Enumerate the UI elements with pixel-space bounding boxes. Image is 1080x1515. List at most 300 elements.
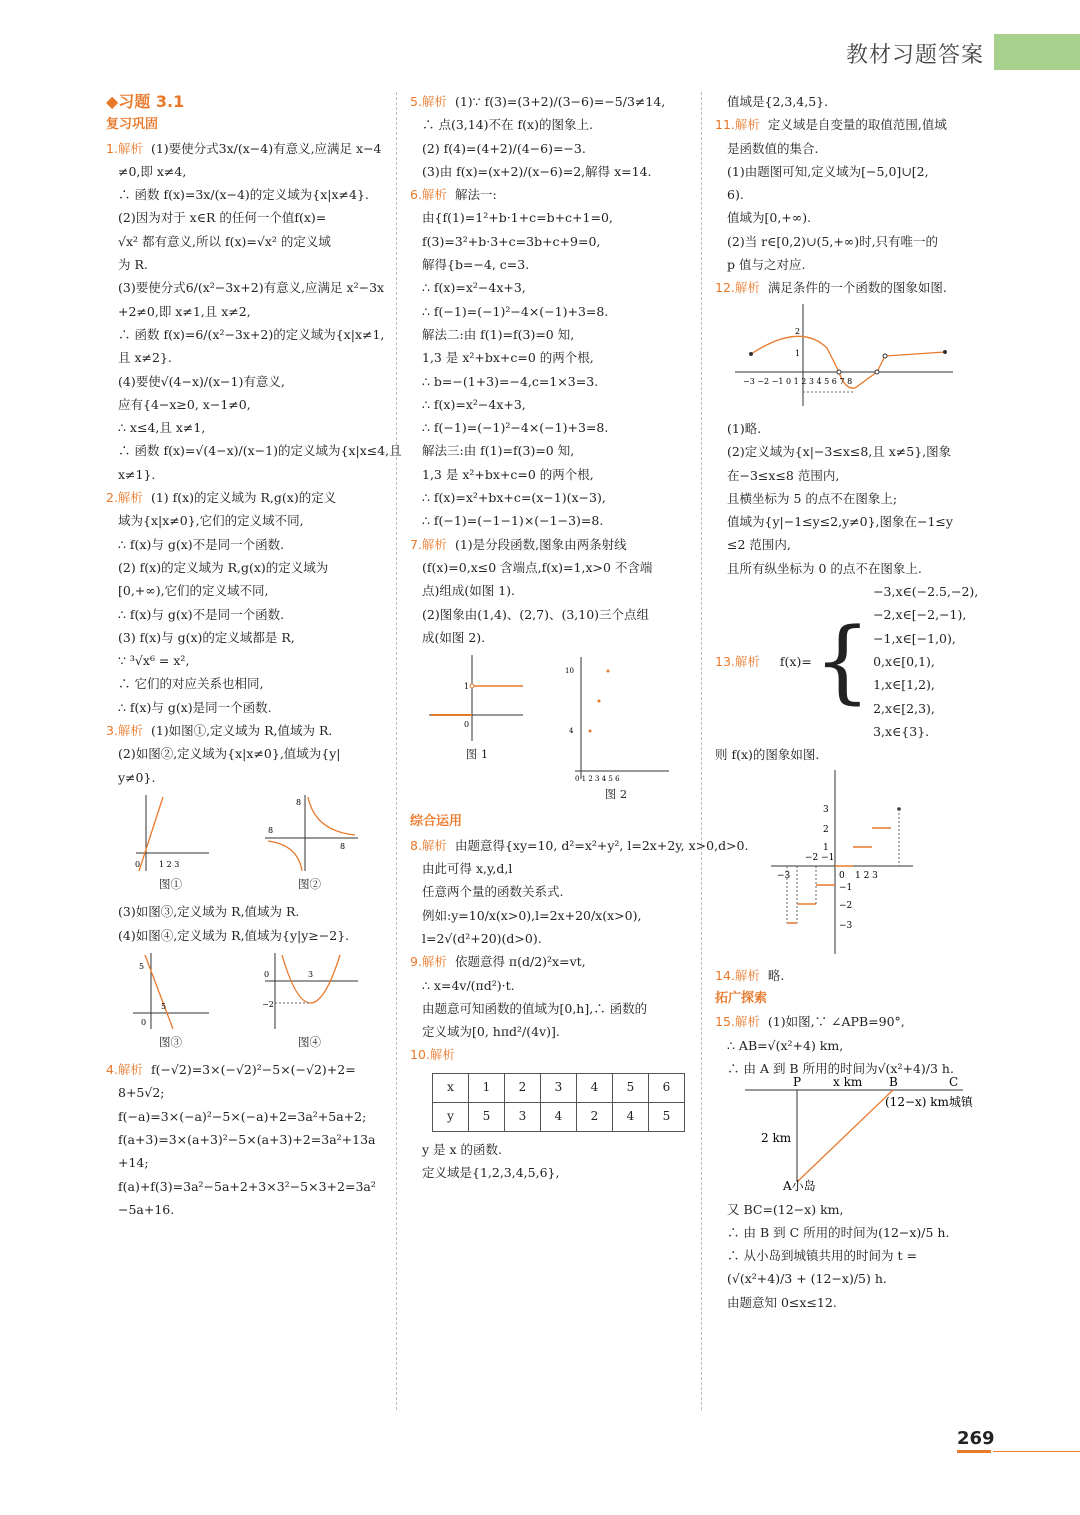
answer-line xyxy=(106,160,384,183)
line-text: √x² 都有意义,所以 f(x)=√x² 的定义域 xyxy=(118,233,331,249)
graph-q7-fig2 xyxy=(561,653,671,783)
answer-line xyxy=(106,416,384,439)
line-text: f(3)=3²+b·3+c=3b+c+9=0, xyxy=(422,233,601,249)
line-text: ∴ f(−1)=(−1−1)×(−1−3)=8. xyxy=(422,513,604,529)
column-1 xyxy=(106,90,402,1221)
svg-text:5: 5 xyxy=(160,1001,166,1011)
answer-line xyxy=(715,510,995,533)
table-cell: 6 xyxy=(649,1073,685,1102)
line-text: (1)由题图可知,定义域为[−5,0]∪[2, xyxy=(727,163,929,179)
answer-line xyxy=(410,997,688,1020)
line-text: 由题意知 0≤x≤12. xyxy=(727,1294,837,1310)
line-text: 由题意得{xy=10, d²=x²+y², l=2x+2y, x>0,d>0. xyxy=(454,837,749,853)
answer-line xyxy=(715,1010,995,1033)
line-text: ≠0,即 x≠4, xyxy=(118,163,187,179)
answer-line xyxy=(410,323,688,346)
answer-line xyxy=(106,486,384,509)
line-text: (√(x²+4)/3 + (12−x)/5) h. xyxy=(727,1271,887,1287)
caption: 图 2 xyxy=(604,787,628,802)
line-text: 定义域是自变量的取值范围,值域 xyxy=(767,117,947,133)
label-xkm: x km xyxy=(833,1075,863,1090)
answer-line xyxy=(410,880,688,903)
question-label: 14.解析 xyxy=(715,967,760,983)
svg-text:−3 −2 −1 0 1 2 3 4 5 6: −3 −2 −1 0 1 2 3 4 5 6 7 8 xyxy=(743,376,853,386)
line-text: +2≠0,即 x≠1,且 x≠2, xyxy=(118,303,251,319)
line-text: 在−3≤x≤8 范围内, xyxy=(727,467,840,483)
question-label: 12.解析 xyxy=(715,280,760,296)
answer-line xyxy=(410,416,688,439)
line-text: (1)如图①,定义域为 R,值域为 R. xyxy=(150,723,333,739)
answer-line xyxy=(410,370,688,393)
svg-text:8: 8 xyxy=(339,841,345,851)
question-label: 3.解析 xyxy=(106,723,143,739)
line-text: (2) f(4)=(4+2)/(4−6)=−3. xyxy=(422,140,586,156)
line-text: 且 x≠2}. xyxy=(118,350,172,366)
table-cell: 2 xyxy=(505,1073,541,1102)
exercise-title: ◆习题 3.1 xyxy=(106,92,185,111)
answer-line xyxy=(106,137,384,160)
answer-line xyxy=(410,974,688,997)
table-cell: 3 xyxy=(505,1102,541,1131)
question-label: 11.解析 xyxy=(715,117,760,133)
line-text: (4)要使√(4−x)/(x−1)有意义, xyxy=(118,373,285,389)
answer-line xyxy=(410,160,688,183)
answer-line xyxy=(715,1198,995,1221)
line-text: ∴ f(x)与 g(x)不是同一个函数. xyxy=(118,606,285,622)
line-text: ∴ f(x)与 g(x)不是同一个函数. xyxy=(118,536,285,552)
answer-line xyxy=(410,950,688,973)
answer-line xyxy=(715,487,995,510)
svg-text:8: 8 xyxy=(295,797,301,807)
line-text: x≠1}. xyxy=(118,466,156,482)
line-text: 值域是{2,3,4,5}. xyxy=(727,94,829,109)
svg-text:0 1 2 3 4 5 6: 0 1 2 3 4 5 6 xyxy=(575,775,620,784)
caption: 图① xyxy=(159,876,182,891)
line-text: (2) f(x)的定义域为 R,g(x)的定义域为 xyxy=(118,559,329,575)
answer-line xyxy=(106,924,384,947)
answer-line xyxy=(715,113,995,136)
header-accent-bar xyxy=(994,34,1080,70)
answer-line xyxy=(106,276,384,299)
line-text: ∴ f(x)=x²−4x+3, xyxy=(422,280,526,296)
question-label: 8.解析 xyxy=(410,837,447,853)
svg-text:4: 4 xyxy=(569,727,574,736)
answer-line xyxy=(106,393,384,416)
line-text: 由题意可知函数的值域为[0,h],∴ 函数的 xyxy=(422,1000,648,1016)
line-text: 定义域是{1,2,3,4,5,6}, xyxy=(422,1164,560,1180)
answer-line xyxy=(106,603,384,626)
answer-line xyxy=(106,206,384,229)
q13-case: 2,x∈[2,3), xyxy=(873,700,935,716)
answer-line xyxy=(106,672,384,695)
table-cell: 4 xyxy=(541,1102,577,1131)
figure-q7 xyxy=(410,653,688,806)
answer-line xyxy=(410,509,688,532)
svg-text:1: 1 xyxy=(823,843,829,854)
line-text: 任意两个量的函数关系式. xyxy=(422,884,564,900)
line-text: (2)如图②,定义域为{x|x≠0},值域为{y| xyxy=(118,746,341,762)
svg-text:0: 0 xyxy=(464,720,470,730)
question-label: 4.解析 xyxy=(106,1062,143,1078)
page-number: 269 xyxy=(957,1428,995,1449)
answer-line xyxy=(106,719,384,742)
question-label: 1.解析 xyxy=(106,140,143,156)
caption: 图③ xyxy=(159,1034,182,1049)
label-C: C xyxy=(949,1075,959,1090)
table-cell: 4 xyxy=(613,1102,649,1131)
figure-q15 xyxy=(715,1075,973,1194)
svg-text:0: 0 xyxy=(140,1017,146,1027)
table-cell: 5 xyxy=(469,1102,505,1131)
line-text: (3)要使分式6/(x²−3x+2)有意义,应满足 x²−3x xyxy=(118,280,385,296)
answer-line xyxy=(410,183,688,206)
svg-text:1: 1 xyxy=(464,682,470,692)
line-text: 成(如图 2). xyxy=(422,629,486,645)
column-divider xyxy=(701,92,702,1410)
line-text: p 值与之对应. xyxy=(727,257,806,273)
q13-lhs: f(x)= xyxy=(779,653,812,669)
caption: 图④ xyxy=(298,1034,321,1049)
answer-line xyxy=(715,160,995,183)
answer-line xyxy=(410,626,688,649)
answer-line xyxy=(106,230,384,253)
answer-line xyxy=(715,964,995,987)
line-text: 且横坐标为 5 的点不在图象上; xyxy=(727,490,898,506)
line-text: (2)定义域为{x|−3≤x≤8,且 x≠5},图象 xyxy=(727,444,952,460)
answer-line xyxy=(410,1161,688,1184)
answer-line xyxy=(106,533,384,556)
line-text: ∴ b=−(1+3)=−4,c=1×3=3. xyxy=(422,373,599,389)
graph-4-parabola xyxy=(260,951,360,1031)
line-text: ∴ 函数 f(x)=√(4−x)/(x−1)的定义域为{x|x≤4,且 xyxy=(118,443,402,459)
line-text: 1,3 是 x²+bx+c=0 的两个根, xyxy=(422,350,594,366)
q13-case: −1,x∈[−1,0), xyxy=(873,630,956,646)
line-text: f(a+3)=3×(a+3)²−5×(a+3)+2=3a²+13a xyxy=(118,1131,376,1147)
question-label: 6.解析 xyxy=(410,187,447,203)
line-text: ∴ 函数 f(x)=6/(x²−3x+2)的定义域为{x|x≠1, xyxy=(118,326,385,342)
line-text: (3)由 f(x)=(x+2)/(x−6)=2,解得 x=14. xyxy=(422,163,652,179)
svg-text:−2 −1: −2 −1 xyxy=(805,853,835,864)
answer-line xyxy=(106,439,402,462)
line-text: ∴ f(x)=x²−4x+3, xyxy=(422,396,526,412)
line-text: 1,3 是 x²+bx+c=0 的两个根, xyxy=(422,466,594,482)
answer-line xyxy=(410,556,688,579)
svg-text:0: 0 xyxy=(134,859,140,869)
answer-line xyxy=(715,276,995,299)
line-text: f(−a)=3×(−a)²−5×(−a)+2=3a²+5a+2; xyxy=(118,1108,367,1124)
line-text: 为 R. xyxy=(118,257,148,273)
line-text: ∴ 由 B 到 C 所用的时间为(12−x)/5 h. xyxy=(727,1224,950,1240)
figure-1-2 xyxy=(106,793,384,896)
question-label: 10.解析 xyxy=(410,1047,455,1063)
line-text: ∴ f(x)=x²+bx+c=(x−1)(x−3), xyxy=(422,490,606,506)
answer-line xyxy=(410,603,688,626)
table-cell: 1 xyxy=(469,1073,505,1102)
line-text: 解法一: xyxy=(454,187,497,203)
line-text: 且所有纵坐标为 0 的点不在图象上. xyxy=(727,560,922,576)
line-text: y≠0}. xyxy=(118,769,156,785)
line-text: ∴ AB=√(x²+4) km, xyxy=(727,1037,844,1053)
answer-line xyxy=(410,533,688,556)
line-text: (1)∵ f(3)=(3+2)/(3−6)=−5/3≠14, xyxy=(454,94,666,109)
q13-case: 0,x∈[0,1), xyxy=(873,653,935,669)
line-text: ∴ f(−1)=(−1)²−4×(−1)+3=8. xyxy=(422,303,609,319)
line-text: 解法三:由 f(1)=f(3)=0 知, xyxy=(422,443,575,459)
table-cell: 5 xyxy=(649,1102,685,1131)
line-text: ∴ 点(3,14)不在 f(x)的图象上. xyxy=(422,117,593,133)
line-text: 域为{x|x≠0},它们的定义域不同, xyxy=(118,513,304,529)
svg-text:−1: −1 xyxy=(839,883,853,894)
answer-line xyxy=(106,696,384,719)
line-text: 8+5√2; xyxy=(118,1085,165,1101)
answer-line xyxy=(715,440,995,463)
table-cell: 4 xyxy=(577,1073,613,1102)
answer-line xyxy=(106,742,384,765)
svg-text:3: 3 xyxy=(307,969,313,979)
question-label: 15.解析 xyxy=(715,1014,760,1030)
graph-q12 xyxy=(715,300,955,410)
svg-text:5: 5 xyxy=(138,961,144,971)
answer-line xyxy=(715,464,995,487)
graph-3-line xyxy=(131,951,211,1031)
line-text: l=2√(d²+20)(d>0). xyxy=(422,930,542,946)
table-cell: y xyxy=(433,1102,469,1131)
answer-line xyxy=(410,253,688,276)
label-A: A小岛 xyxy=(783,1179,816,1194)
q13-after: 则 f(x)的图象如图. xyxy=(715,747,820,763)
question-label: 5.解析 xyxy=(410,94,447,109)
line-text: (2)因为对于 x∈R 的任何一个值f(x)= xyxy=(118,210,327,226)
answer-line xyxy=(715,1034,995,1057)
graph-1-line xyxy=(131,793,211,873)
answer-line xyxy=(106,626,384,649)
answer-line xyxy=(410,439,688,462)
answer-line xyxy=(410,300,688,323)
svg-text:0: 0 xyxy=(839,871,845,882)
answer-line xyxy=(715,417,995,440)
label-B: B xyxy=(889,1075,898,1090)
answer-line xyxy=(106,323,384,346)
line-text: f(−√2)=3×(−√2)²−5×(−√2)+2= xyxy=(150,1062,356,1078)
answer-line xyxy=(106,649,384,672)
svg-text:2: 2 xyxy=(795,326,801,336)
figure-3-4 xyxy=(106,951,384,1054)
line-text: 又 BC=(12−x) km, xyxy=(727,1201,844,1217)
answer-line xyxy=(410,1043,688,1066)
answer-line xyxy=(410,579,688,602)
table-cell: 2 xyxy=(577,1102,613,1131)
table-cell: x xyxy=(433,1073,469,1102)
line-text: (2)当 r∈[0,2)∪(5,+∞)时,只有唯一的 xyxy=(727,233,939,249)
svg-text:8: 8 xyxy=(267,825,273,835)
line-text: ∴ 从小岛到城镇共用的时间为 t = xyxy=(727,1248,917,1264)
q13-case: −2,x∈[−2,−1), xyxy=(873,607,967,623)
svg-text:−3: −3 xyxy=(777,871,791,882)
answer-line xyxy=(410,393,688,416)
line-text: (1)如图,∵ ∠APB=90°, xyxy=(767,1014,905,1030)
answer-line xyxy=(106,1128,384,1151)
label-P: P xyxy=(793,1075,802,1090)
line-text: 是函数值的集合. xyxy=(727,140,819,156)
answer-line xyxy=(715,557,995,580)
answer-line xyxy=(410,857,688,880)
column-3 xyxy=(715,90,995,1314)
line-text: 应有{4−x≥0, x−1≠0, xyxy=(118,396,251,412)
svg-text:1 2 3: 1 2 3 xyxy=(855,871,878,882)
line-text: (1)要使分式3x/(x−4)有意义,应满足 x−4 xyxy=(150,140,382,156)
answer-line xyxy=(715,90,995,113)
graph-q7-fig1 xyxy=(427,653,527,743)
answer-line xyxy=(715,1221,995,1244)
answer-line xyxy=(106,1081,384,1104)
svg-text:1 2 3: 1 2 3 xyxy=(158,859,179,869)
q13-label: 13.解析 xyxy=(715,653,760,669)
line-text: ∴ f(x)与 g(x)是同一个函数. xyxy=(118,699,272,715)
answer-line xyxy=(410,346,688,369)
graph-2-hyperbola xyxy=(260,793,360,873)
svg-text:2: 2 xyxy=(823,825,829,836)
line-text: y 是 x 的函数. xyxy=(422,1141,503,1157)
answer-line xyxy=(410,927,688,950)
line-text: (1)是分段函数,图象由两条射线 xyxy=(454,536,627,552)
svg-text:0: 0 xyxy=(263,969,269,979)
question-label: 2.解析 xyxy=(106,490,143,506)
answer-line xyxy=(715,137,995,160)
question-label: 9.解析 xyxy=(410,954,447,970)
answer-line xyxy=(410,486,688,509)
svg-text:3: 3 xyxy=(823,805,829,816)
answer-line xyxy=(106,463,384,486)
table-cell: 3 xyxy=(541,1073,577,1102)
answer-line xyxy=(410,206,688,229)
answer-line xyxy=(106,1198,384,1221)
answer-line xyxy=(106,900,384,923)
page-number-line xyxy=(993,1451,1080,1452)
answer-line xyxy=(410,113,688,136)
line-text: 略. xyxy=(767,967,785,983)
svg-text:−3: −3 xyxy=(839,921,853,932)
answer-line xyxy=(106,1175,384,1198)
answer-line xyxy=(715,230,995,253)
line-text: ∴ 由 A 到 B 所用的时间为√(x²+4)/3 h. xyxy=(727,1060,954,1076)
line-text: +14; xyxy=(118,1155,149,1171)
q13-case: −3,x∈(−2.5,−2), xyxy=(873,584,979,600)
line-text: (3)如图③,定义域为 R,值域为 R. xyxy=(118,904,300,920)
line-text: −5a+16. xyxy=(118,1201,175,1217)
answer-line xyxy=(410,834,749,857)
label-bc: (12−x) km城镇 xyxy=(885,1095,973,1110)
caption: 图② xyxy=(298,876,321,891)
line-text: ∴ x≤4,且 x≠1, xyxy=(118,420,206,436)
answer-line xyxy=(410,1138,688,1161)
answer-line xyxy=(106,509,384,532)
line-text: 由此可得 x,y,d,l xyxy=(422,861,513,877)
svg-text:−2: −2 xyxy=(261,999,274,1009)
brace: { xyxy=(813,608,872,714)
q13-case: 1,x∈[1,2), xyxy=(873,677,935,693)
line-text: 依题意得 π(d/2)²x=vt, xyxy=(454,954,586,970)
answer-line xyxy=(106,370,384,393)
answer-line xyxy=(106,1058,384,1081)
answer-line xyxy=(106,1151,384,1174)
svg-text:1: 1 xyxy=(795,348,801,358)
line-text: (3) f(x)与 g(x)的定义域都是 R, xyxy=(118,629,295,645)
answer-line xyxy=(106,766,384,789)
line-text: (1) f(x)的定义域为 R,g(x)的定义 xyxy=(150,490,337,506)
line-text: 解法二:由 f(1)=f(3)=0 知, xyxy=(422,326,575,342)
line-text: (4)如图④,定义域为 R,值域为{y|y≥−2}. xyxy=(118,927,350,943)
line-text: 定义域为[0, hπd²/(4v)]. xyxy=(422,1024,560,1040)
label-2km: 2 km xyxy=(761,1131,792,1146)
line-text: 点)组成(如图 1). xyxy=(422,583,516,599)
answer-line xyxy=(715,183,995,206)
answer-line xyxy=(410,90,688,113)
line-text: ∴ x=4v/(πd²)·t. xyxy=(422,977,515,993)
line-text: 由{f(1)=1²+b·1+c=b+c+1=0, xyxy=(422,210,613,226)
line-text: (f(x)=0,x≤0 含端点,f(x)=1,x>0 不含端 xyxy=(422,559,653,575)
q10-table xyxy=(432,1073,685,1132)
line-text: ∴ 函数 f(x)=3x/(x−4)的定义域为{x|x≠4}. xyxy=(118,187,369,203)
line-text: 值域为[0,+∞). xyxy=(727,210,812,226)
answer-line xyxy=(410,137,688,160)
section-review: 复习巩固 xyxy=(106,117,159,133)
line-text: f(a)+f(3)=3a²−5a+2+3×3²−5×3+2=3a² xyxy=(118,1178,376,1194)
answer-line xyxy=(106,300,384,323)
line-text: ≤2 范围内, xyxy=(727,537,791,553)
svg-text:10: 10 xyxy=(565,667,574,676)
answer-line xyxy=(410,1020,688,1043)
answer-line xyxy=(410,276,688,299)
question-label: 7.解析 xyxy=(410,536,447,552)
caption: 图 1 xyxy=(465,747,489,762)
q13-piecewise xyxy=(715,580,995,743)
header-title: 教材习题答案 xyxy=(846,43,985,68)
answer-line xyxy=(106,579,384,602)
answer-line xyxy=(715,1244,995,1267)
answer-line xyxy=(106,556,384,579)
answer-line xyxy=(715,253,995,276)
answer-line xyxy=(715,533,995,556)
graph-q13-step xyxy=(715,766,915,956)
q13-case: 3,x∈{3}. xyxy=(873,723,930,739)
answer-line xyxy=(106,183,384,206)
answer-line xyxy=(106,1105,384,1128)
answer-line xyxy=(715,1291,995,1314)
svg-text:−2: −2 xyxy=(839,901,853,912)
answer-line xyxy=(106,346,384,369)
section-extend: 拓广探索 xyxy=(715,991,768,1007)
column-divider xyxy=(396,92,397,1410)
line-text: (1)略. xyxy=(727,420,762,436)
line-text: 6). xyxy=(727,187,744,203)
page-number-bar xyxy=(957,1450,991,1453)
table-cell: 5 xyxy=(613,1073,649,1102)
answer-line xyxy=(715,1267,995,1290)
line-text: 值域为{y|−1≤y≤2,y≠0},图象在−1≤y xyxy=(727,514,953,530)
answer-line xyxy=(410,463,688,486)
line-text: ∵ ³√x⁶ = x², xyxy=(118,653,190,669)
section-integrated: 综合运用 xyxy=(410,814,463,830)
line-text: 满足条件的一个函数的图象如图. xyxy=(767,280,947,296)
answer-line xyxy=(410,230,688,253)
answer-line xyxy=(410,904,688,927)
answer-line xyxy=(715,206,995,229)
line-text: ∴ 它们的对应关系也相同, xyxy=(118,676,264,692)
answer-line xyxy=(106,253,384,276)
line-text: 解得{b=−4, c=3. xyxy=(422,257,530,273)
line-text: 例如:y=10/x(x>0),l=2x+20/x(x>0), xyxy=(422,907,642,923)
line-text: [0,+∞),它们的定义域不同, xyxy=(118,583,269,599)
